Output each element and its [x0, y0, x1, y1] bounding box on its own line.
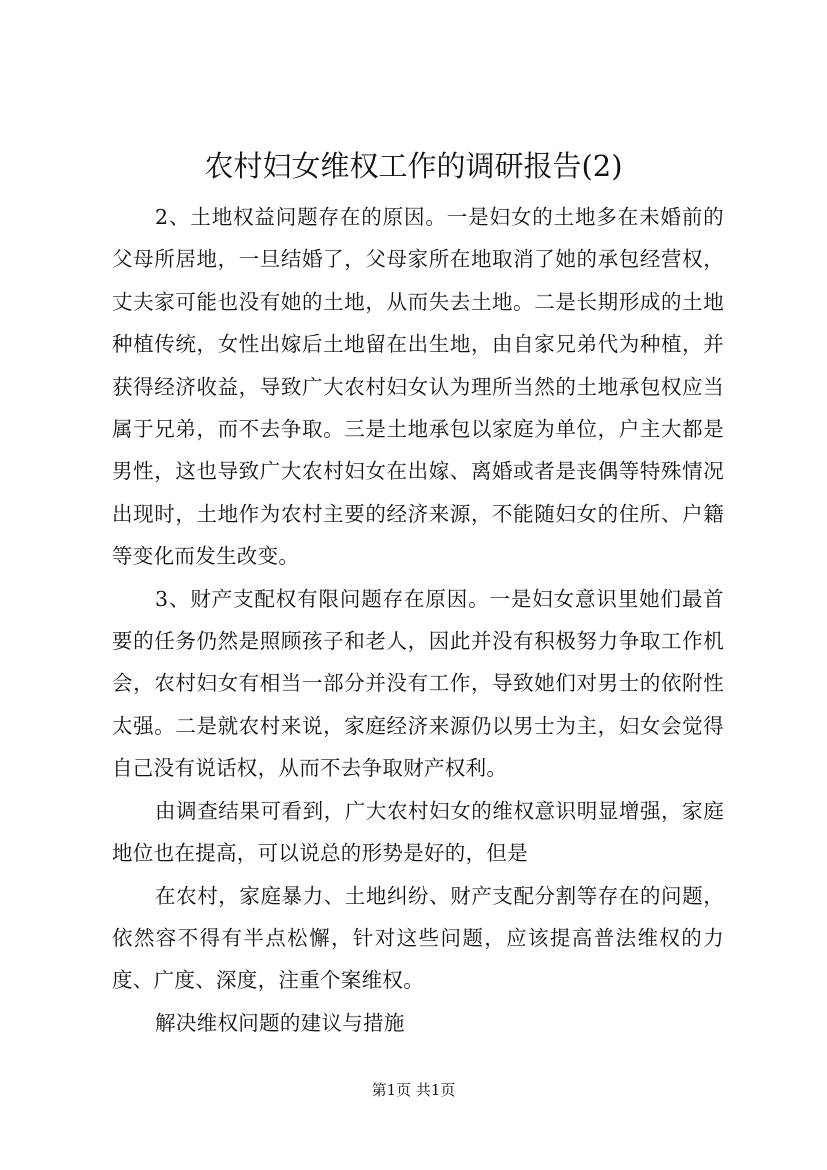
document-body: [112, 196, 724, 1044]
paragraph-land-rights: 2、土地权益问题存在的原因。一是妇女的土地多在未婚前的父母所居地，一旦结婚了，父母家所在地取消了她的承包经营权，丈夫家可能也没有她的土地，从而失去土地。二是长期形成的土地种植传统，女性出嫁后土地留在出生地，由自家兄弟代为种植，并获得经济收益，导致广大农村妇女认为理所当然的土地承包权应当属于兄弟，而不去争取。三是土地承包以家庭为单位，户主大都是男性，这也导致广大农村妇女在出嫁、离婚或者是丧偶等特殊情况出现时，土地作为农村主要的经济来源，不能随妇女的住所、户籍等变化而发生改变。: [112, 205, 724, 569]
paragraph-rural-issues: 在农村，家庭暴力、土地纠纷、财产支配分割等存在的问题，依然容不得有半点松懈，针对这些问题，应该提高普法维权的力度、广度、深度，注重个案维权。: [112, 883, 724, 993]
page-footer: 第1页 共1页: [371, 1081, 456, 1099]
paragraph-section-heading: 解决维权问题的建议与措施: [155, 1010, 405, 1035]
paragraph-survey-results: 由调查结果可看到，广大农村妇女的维权意识明显增强，家庭地位也在提高，可以说总的形势是好的，但是: [112, 798, 724, 866]
document-title: 农村妇女维权工作的调研报告(2): [204, 149, 623, 183]
paragraph-property-rights: 3、财产支配权有限问题存在原因。一是妇女意识里她们最首要的任务仍然是照顾孩子和老人，因此并没有积极努力争取工作机会，农村妇女有相当一部分并没有工作，导致她们对男士的依附性太强。二是就农村来说，家庭经济来源仍以男士为主，妇女会觉得自己没有说话权，从而不去争取财产权利。: [112, 586, 724, 781]
